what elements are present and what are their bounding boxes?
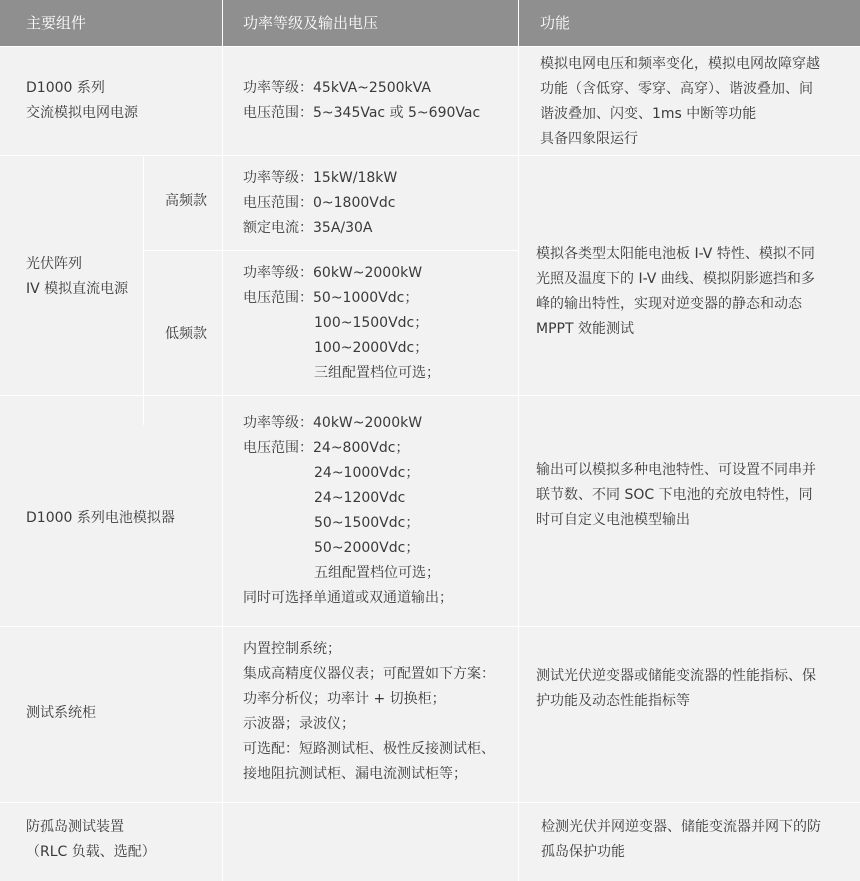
row4-spec-line: 接地阻抗测试柜、漏电流测试柜等；: [243, 766, 467, 782]
row5-component-line: （RLC 负载、选配）: [26, 844, 156, 860]
row1-specs: [243, 76, 480, 126]
row5-function-line: 孤岛保护功能: [541, 844, 625, 860]
row3-spec-line: 50~2000Vdc；: [314, 540, 420, 556]
row4-spec-line: 集成高精度仪器仪表；可配置如下方案：: [243, 666, 495, 682]
row2-sub-high-specs: [243, 166, 397, 241]
row4-spec-line: 内置控制系统；: [243, 641, 341, 657]
row2-low-spec-line: 功率等级：60kW~2000kW: [243, 265, 423, 281]
grid-hline-sub: [143, 250, 519, 251]
row2-component: [26, 252, 128, 302]
row5-component-line: 防孤岛测试装置: [26, 819, 124, 835]
row2-high-spec-line: 额定电流：35A/30A: [243, 220, 373, 236]
row4-spec-line: 示波器；录波仪；: [243, 716, 355, 732]
row3-spec-line: 50~1500Vdc；: [314, 515, 420, 531]
row2-sub-low-specs: [243, 261, 440, 386]
row3-function-line: 联节数、不同 SOC 下电池的充放电特性，同: [536, 487, 813, 503]
row4-function: [536, 664, 816, 714]
row3-function-line: 时可自定义电池模型输出: [536, 512, 690, 528]
header-col-specs: 功率等级及输出电压: [223, 0, 518, 46]
grid-hline-1: [0, 46, 860, 47]
row4-spec-line: 功率分析仪；功率计 + 切换柜；: [243, 691, 446, 707]
grid-hline-4: [0, 626, 860, 627]
grid-hline-2: [0, 155, 860, 156]
row4-component: [26, 701, 96, 726]
row2-function: [536, 242, 815, 342]
row2-low-spec-line: 三组配置档位可选；: [314, 365, 440, 381]
row3-spec-line: 同时可选择单通道或双通道输出；: [243, 590, 453, 606]
sub-low-label-text: 低频款: [165, 326, 207, 342]
row3-spec-line: 电压范围：24~800Vdc；: [243, 440, 410, 456]
row1-spec-line: 功率等级：45kVA~2500kVA: [243, 80, 431, 96]
sub-high-label-text: 高频款: [165, 193, 207, 209]
row1-component: [26, 76, 138, 126]
header-col-component: 主要组件: [0, 0, 222, 46]
row2-function-line: 模拟各类型太阳能电池板 I-V 特性、模拟不同: [536, 246, 815, 262]
row3-spec-line: 功率等级：40kW~2000kW: [243, 415, 423, 431]
row4-component-line: 测试系统柜: [26, 705, 96, 721]
row3-component-line: D1000 系列电池模拟器: [26, 510, 175, 526]
row3-function: [536, 458, 816, 533]
row2-low-spec-line: 100~2000Vdc；: [314, 340, 429, 356]
row1-component-line: D1000 系列: [26, 80, 105, 96]
row2-component-line: 光伏阵列: [26, 256, 82, 272]
row1-function-line: 谐波叠加、闪变、1ms 中断等功能: [540, 106, 757, 122]
row2-high-spec-line: 电压范围：0~1800Vdc: [243, 195, 396, 211]
row4-function-line: 测试光伏逆变器或储能变流器的性能指标、保: [536, 668, 816, 684]
row3-component: [26, 506, 175, 531]
grid-hline-3: [0, 395, 860, 396]
row2-function-line: 峰的输出特性，实现对逆变器的静态和动态: [536, 296, 802, 312]
row3-spec-line: 五组配置档位可选；: [314, 565, 440, 581]
row2-function-line: 光照及温度下的 I-V 曲线、模拟阴影遮挡和多: [536, 271, 815, 287]
row4-function-line: 护功能及动态性能指标等: [536, 693, 690, 709]
row2-sub-low-label: [165, 322, 207, 347]
grid-vline-sub: [143, 155, 144, 425]
row1-function-line: 功能（含低穿、零穿、高穿）、谐波叠加、间: [540, 81, 813, 97]
grid-hline-5: [0, 802, 860, 803]
row3-spec-line: 24~1200Vdc: [314, 490, 406, 506]
row5-function: [541, 815, 821, 865]
row1-component-line: 交流模拟电网电源: [26, 105, 138, 121]
row5-component: [26, 815, 156, 865]
row2-low-spec-line: 100~1500Vdc；: [314, 315, 429, 331]
grid-vline-2: [518, 0, 519, 881]
row5-function-line: 检测光伏并网逆变器、储能变流器并网下的防: [541, 819, 821, 835]
row1-function-line: 模拟电网电压和频率变化，模拟电网故障穿越: [540, 56, 820, 72]
row2-function-line: MPPT 效能测试: [536, 321, 634, 337]
grid-vline-1: [222, 0, 223, 881]
row2-low-spec-line: 电压范围：50~1000Vdc；: [243, 290, 419, 306]
row2-high-spec-line: 功率等级：15kW/18kW: [243, 170, 398, 186]
row1-function-line: 具备四象限运行: [540, 131, 638, 147]
header-col-function: 功能: [519, 0, 860, 46]
row3-spec-line: 24~1000Vdc；: [314, 465, 420, 481]
row3-function-line: 输出可以模拟多种电池特性、可设置不同串并: [536, 462, 816, 478]
row1-function: [540, 52, 820, 152]
row4-specs: [243, 637, 495, 787]
row3-specs: [243, 411, 453, 611]
row4-spec-line: 可选配：短路测试柜、极性反接测试柜、: [243, 741, 495, 757]
row2-component-line: IV 模拟直流电源: [26, 281, 129, 297]
row1-spec-line: 电压范围：5~345Vac 或 5~690Vac: [243, 105, 481, 121]
row2-sub-high-label: [165, 189, 207, 214]
